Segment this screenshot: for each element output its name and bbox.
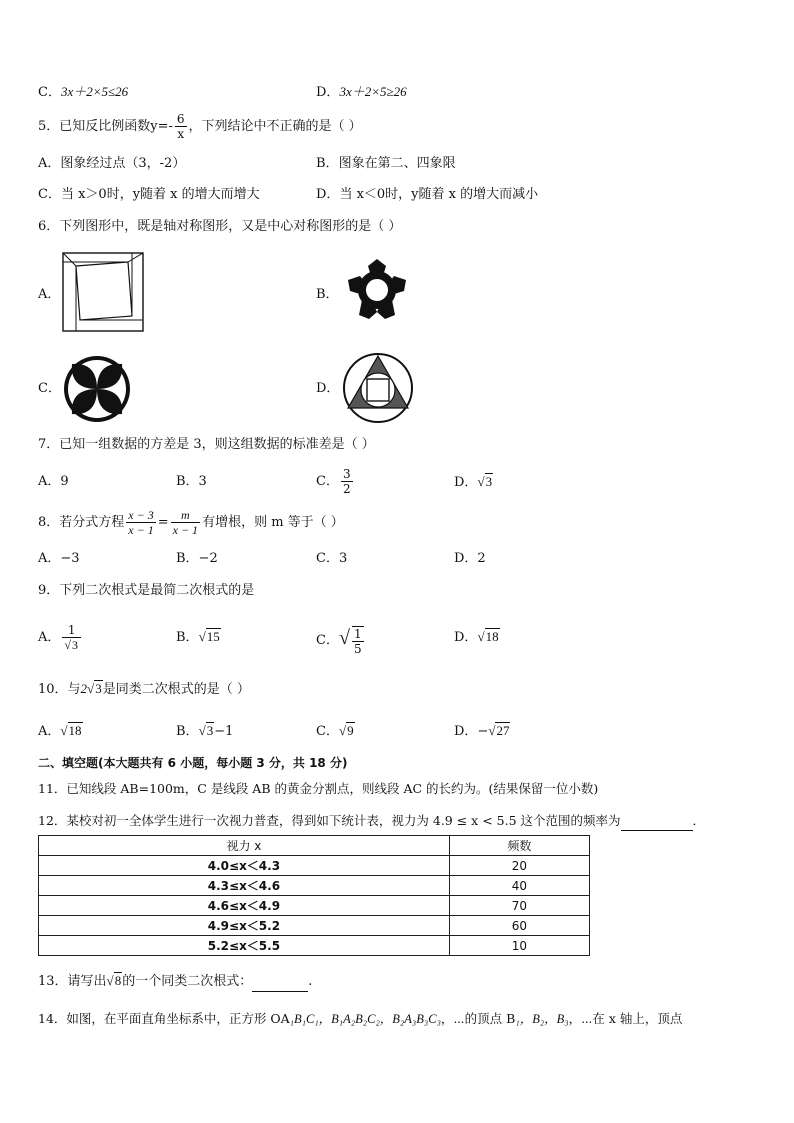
square-root: √3 (477, 474, 493, 489)
option-fraction (341, 467, 353, 496)
q8-option-d[interactable]: D．2 (454, 551, 486, 566)
square-root: √ (338, 627, 350, 649)
q10-option-b[interactable] (176, 722, 233, 741)
q9-option-a[interactable] (38, 618, 83, 658)
q7-option-a[interactable]: A．9 (38, 474, 69, 489)
q14-text-b: ，⋯的顶点 B (440, 1011, 516, 1026)
four-petal-circle-figure (62, 354, 132, 424)
q7-option-d[interactable] (454, 473, 493, 492)
square-root: √18 (60, 723, 82, 738)
count-cell: 10 (449, 936, 589, 956)
radicand: 27 (496, 723, 510, 738)
count-cell: 40 (449, 876, 589, 896)
q5-option-c[interactable] (38, 186, 260, 204)
square-root: √15 (198, 629, 220, 644)
q13-end: . (308, 974, 313, 989)
fraction-numerator: 6 (176, 112, 185, 126)
q8-suffix: 有增根，则 m 等于（ ） (202, 515, 344, 530)
q6-option-b-label[interactable]: B． (316, 287, 339, 302)
section-heading: 二、填空题(本大题共有 6 小题，每小题 3 分，共 18 分) (38, 756, 348, 770)
answer-blank[interactable] (621, 812, 693, 831)
option-letter: D． (454, 724, 478, 739)
radicand: 18 (485, 629, 499, 644)
option-letter: C． (38, 187, 61, 202)
q9-option-d[interactable] (454, 628, 500, 647)
q6-option-c-label[interactable]: C． (38, 381, 61, 396)
q11-text: 11．已知线段 AB=100m，C 是线段 AB 的黄金分割点，则线段 AC 的长约为。(结果保留一位小数) (38, 781, 599, 796)
fraction-numerator: 1 (353, 626, 362, 641)
q5-option-b[interactable] (316, 155, 456, 173)
q14-text-c: ，⋯在 x 轴上，顶点 (568, 1011, 683, 1026)
q9-option-c[interactable] (316, 618, 366, 661)
answer-blank[interactable] (252, 973, 308, 992)
q8-left-fraction (126, 508, 155, 537)
fraction-denominator: √3 (64, 638, 78, 652)
q10-prefix: 10．与 (38, 682, 81, 697)
range-cell: 4.6≤x＜4.9 (39, 896, 450, 916)
q12-end: ． (692, 813, 706, 828)
table-row (39, 876, 590, 896)
q7-stem: 7．已知一组数据的方差是 3，则这组数据的标准差是（ ） (38, 437, 375, 452)
square-root: √8 (106, 973, 122, 988)
option-fraction (62, 623, 81, 652)
q10-option-a[interactable] (38, 722, 83, 741)
fraction-numerator: 1 (62, 623, 81, 638)
q10-option-d[interactable] (454, 722, 510, 741)
option-letter: B． (176, 724, 199, 739)
fraction-denominator: x − 1 (172, 523, 199, 537)
range-cell: 4.3≤x＜4.6 (39, 876, 450, 896)
radicand: 3 (206, 723, 214, 738)
radicand: 3 (485, 474, 493, 489)
q6-stem: 6．下列图形中，既是轴对称图形，又是中心对称图形的是（ ） (38, 219, 402, 234)
option-letter: B． (316, 156, 339, 171)
equals-sign: = (157, 515, 169, 530)
option-letter: D． (454, 475, 478, 490)
pentagon-ring-figure (342, 255, 412, 325)
header-frequency: 频数 (449, 836, 589, 856)
q13-suffix: 的一个同类二次根式： (122, 974, 253, 989)
q5-suffix: ，下列结论中不正确的是（ ） (188, 119, 362, 134)
q12-stem: 12．某校对初一全体学生进行一次视力普查，得到如下统计表，视力为 4.9 ≤ x < 5.5 这个范围的频率为 (38, 813, 621, 828)
minus-sign: − (477, 724, 489, 739)
q13-prefix: 13．请写出 (38, 974, 107, 989)
q7-option-b[interactable]: B．3 (176, 474, 207, 489)
q6-option-a-label[interactable]: A． (38, 287, 61, 302)
square-root: √9 (338, 723, 354, 738)
coefficient: 2 (80, 681, 88, 696)
q5-fraction (175, 112, 187, 141)
count-cell: 60 (449, 916, 589, 936)
option-text: 图象在第二、四象限 (338, 156, 456, 171)
q10-option-c[interactable] (316, 722, 355, 741)
option-letter: C． (316, 633, 339, 648)
option-letter: A． (38, 630, 61, 645)
fraction-denominator: x (177, 127, 185, 141)
square-root: √27 (488, 723, 510, 738)
fraction-numerator: m (171, 508, 200, 523)
q9-stem: 9．下列二次根式是最简二次根式的是 (38, 583, 255, 598)
option-letter: A． (38, 724, 61, 739)
option-letter: C． (316, 474, 339, 489)
option-letter: C． (316, 724, 339, 739)
radicand: 3 (95, 681, 102, 696)
radicand: 15 (206, 629, 220, 644)
table-row (39, 896, 590, 916)
q13-text (38, 972, 312, 992)
table-row (39, 856, 590, 876)
radicand: 18 (68, 723, 82, 738)
option-letter: A． (38, 156, 61, 171)
q6-option-d-label[interactable]: D． (316, 381, 340, 396)
square-root: √3 (198, 723, 214, 738)
inequality-expression: 3x＋2×5≤26 (60, 84, 129, 99)
inequality-expression: 3x＋2×5≥26 (339, 84, 407, 99)
fraction-denominator: 5 (353, 641, 362, 656)
square-root: √18 (477, 629, 499, 644)
option-letter: D． (454, 630, 478, 645)
header-vision: 视力 x (39, 836, 450, 856)
q14-text-a: 14．如图，在平面直角坐标系中，正方形 OA (38, 1011, 290, 1026)
vision-frequency-table (38, 835, 590, 956)
q8-option-a[interactable]: A．−3 (38, 551, 80, 566)
radicand: 9 (347, 723, 354, 738)
count-cell: 20 (449, 856, 589, 876)
option-text: 当 x＞0时，y随着 x 的增大而增大 (60, 187, 260, 202)
fraction-denominator: x − 1 (128, 523, 154, 537)
square-root: √3 (87, 681, 102, 696)
option-letter: D． (316, 187, 340, 202)
fraction-numerator: 3 (342, 467, 351, 481)
table-header-row (39, 836, 590, 856)
q9-option-b[interactable] (176, 628, 221, 647)
range-cell: 5.2≤x＜5.5 (39, 936, 450, 956)
option-letter: B． (176, 630, 199, 645)
q8-option-b[interactable]: B．−2 (176, 551, 218, 566)
fraction-numerator: x − 3 (128, 508, 154, 522)
q12-text (38, 812, 705, 831)
range-cell: 4.0≤x＜4.3 (39, 856, 450, 876)
radicand: 3 (71, 638, 78, 652)
range-cell: 4.9≤x＜5.2 (39, 916, 450, 936)
option-tail: −1 (214, 724, 234, 739)
q8-stem (38, 506, 344, 540)
q8-right-fraction (171, 508, 200, 537)
q7-option-c[interactable] (316, 462, 355, 502)
q10-stem (38, 680, 250, 699)
q8-option-c[interactable]: C．3 (316, 551, 348, 566)
option-text: 图象经过点（3，-2） (60, 156, 186, 171)
q4-option-d[interactable] (316, 83, 407, 102)
square-pinwheel-figure (62, 252, 144, 332)
q5-prefix: 5．已知反比例函数y=- (38, 119, 173, 134)
fraction-denominator: 2 (342, 482, 351, 496)
q14-text: 14．如图，在平面直角坐标系中，正方形 OA₁B₁C₁，B₁A₂B₂C₂，B₂A₃B₃C₃，⋯的顶点 B₁，B₂，B₃，⋯在 x 轴上，顶点 (38, 1011, 683, 1026)
triangle-circle-figure (342, 352, 414, 424)
option-letter: C． (38, 85, 61, 100)
q10-suffix: 是同类二次根式的是（ ） (102, 682, 250, 697)
table-row (39, 936, 590, 956)
option-fraction (352, 626, 364, 656)
q5-option-a[interactable] (38, 155, 185, 173)
radicand: 8 (114, 973, 122, 988)
q8-prefix: 8．若分式方程 (38, 515, 125, 530)
q5-stem (38, 112, 362, 142)
table-row (39, 916, 590, 936)
option-text: 当 x＜0时，y随着 x 的增大而减小 (339, 187, 539, 202)
q5-option-d[interactable] (316, 186, 538, 204)
count-cell: 70 (449, 896, 589, 916)
option-letter: D． (316, 85, 340, 100)
q4-option-c[interactable] (38, 83, 128, 102)
